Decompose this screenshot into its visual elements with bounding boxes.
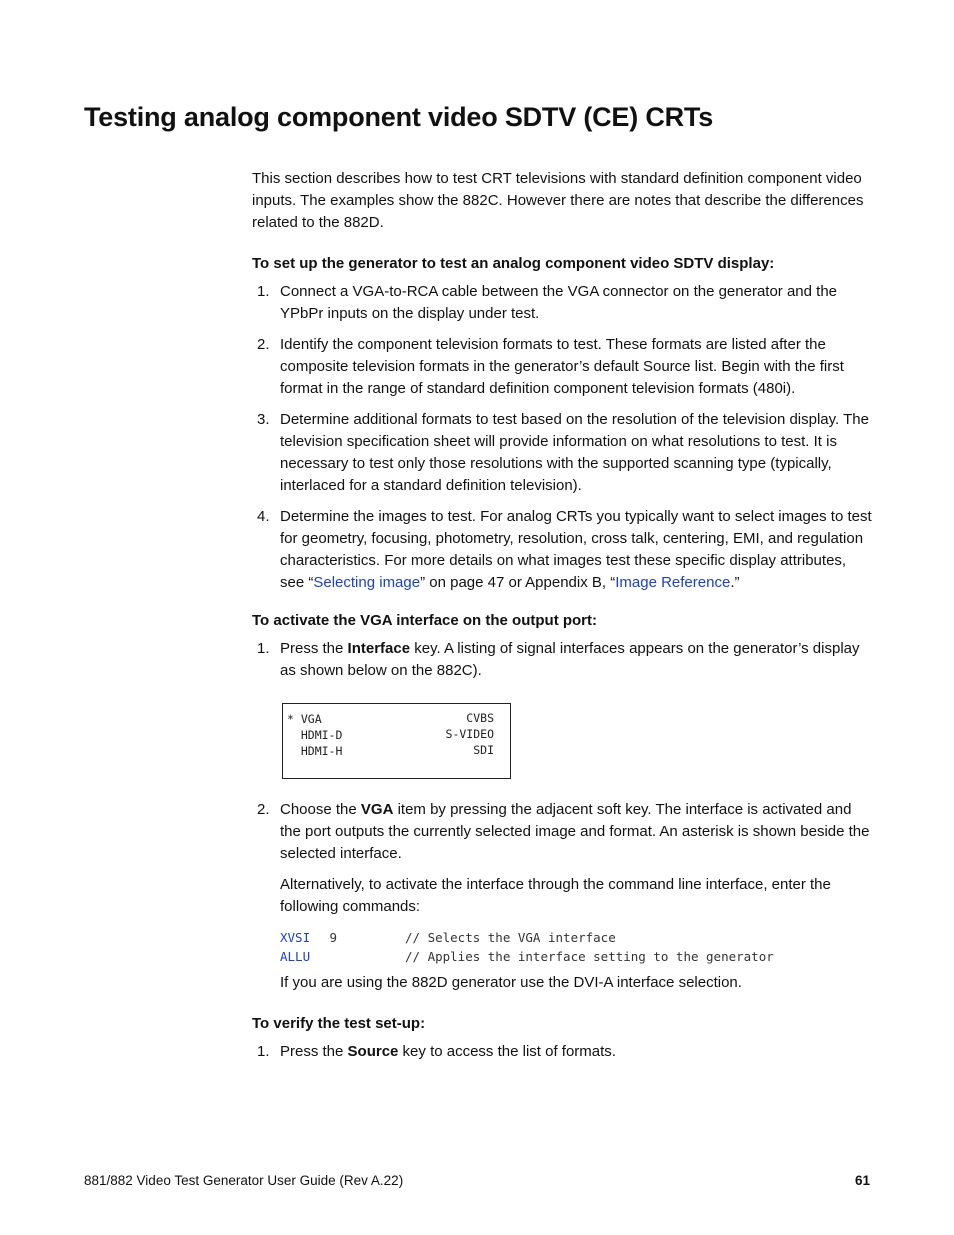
footer-guide-title: 881/882 Video Test Generator User Guide (Rev A.22) [84,1173,404,1188]
command-line [280,928,872,947]
intro-paragraph: This section describes how to test CRT televisions with standard definition component video inputs. The examples show the 882C. However there are notes that describe the differences related to the 882D. [252,170,864,231]
page-title: Testing analog component video SDTV (CE) CRTs [84,102,714,132]
selecting-image-link[interactable]: Selecting image [313,574,421,591]
vga-key-name: VGA [360,801,394,818]
verify-step [252,1041,872,1063]
setup-step [252,409,872,497]
page-number: 61 [854,1173,870,1188]
lcd-right-column [446,710,494,758]
activate-procedure-heading: To activate the VGA interface on the output port: [252,612,598,629]
step-text-end: key. A listing of signal interfaces appears on the generator’s display as shown below on the 882C). [280,640,860,679]
setup-step [252,506,872,594]
step-text-start: Press the [280,640,348,657]
command-argument: 9 [322,930,338,945]
verify-procedure-heading: To verify the test set-up: [252,1015,426,1032]
lcd-left-column [287,711,342,759]
step-number: 3. [257,411,270,428]
page-footer [84,1173,870,1188]
step-text-end: item by pressing the adjacent soft key. The interface is activated and the port outputs the currently selected image and format. An asterisk is shown beside the selected interface. [280,801,870,862]
step-text: Connect a VGA-to-RCA cable between the VGA connector on the generator and the YPbPr inputs on the display under test. [280,283,838,322]
step-number: 1. [257,640,270,657]
lcd-item-cvbs: CVBS [466,711,494,725]
section-body [252,168,872,1072]
lcd-item-vga: * VGA [287,712,322,726]
activate-step [252,799,872,994]
step-text-start: Press the [280,1043,348,1060]
activate-step [252,638,872,682]
step-text-end: key to access the list of formats. [398,1043,616,1060]
step-number: 4. [257,508,270,525]
step-number: 2. [257,801,270,818]
xvsi-command-link[interactable]: XVSI [280,930,311,945]
source-key-name: Source [347,1043,399,1060]
setup-step [252,334,872,400]
step-number: 2. [257,336,270,353]
step-text-end: .” [730,574,740,591]
generator-display-panel [282,703,511,779]
step-number: 1. [257,283,270,300]
interface-key-name: Interface [347,640,411,657]
command-comment: // Selects the VGA interface [405,930,616,945]
step-text: Determine additional formats to test based on the resolution of the television display. The television specification sheet will provide information on what resolutions to test. It is necessary to test only those resolutions with the supported scanning type (typically, interlaced for a standard definition television). [280,411,869,494]
alternative-paragraph: Alternatively, to activate the interface through the command line interface, enter the following commands: [280,876,831,915]
command-block [280,928,872,966]
lcd-item-s-video: S-VIDEO [445,727,494,741]
step-text-start: Determine the images to test. For analog CRTs you typically want to select images to test for geometry, focusing, photometry, resolution, cross talk, centering, EMI, and regulation characteristics. For more details on what images test these specific display attributes, see “ [280,508,872,591]
step-text-middle: ” on page 47 or Appendix B, “ [420,574,616,591]
lcd-item-sdi: SDI [473,743,494,757]
step-number: 1. [257,1043,270,1060]
command-line [280,947,872,966]
lcd-item-hdmi-d: HDMI-D [287,728,343,742]
step-text: Identify the component television formats to test. These formats are listed after the composite television formats in the generator’s default Source list. Begin with the first format in the range of standard definition component television formats (480i). [280,336,844,397]
lcd-item-hdmi-h: HDMI-H [287,744,343,758]
command-comment: // Applies the interface setting to the generator [405,949,774,964]
setup-procedure-heading: To set up the generator to test an analog component video SDTV display: [252,255,775,272]
dvi-a-note: If you are using the 882D generator use the DVI-A interface selection. [280,974,742,991]
allu-command-link[interactable]: ALLU [280,949,311,964]
image-reference-link[interactable]: Image Reference [615,574,731,591]
setup-step [252,281,872,325]
step-text-start: Choose the [280,801,361,818]
